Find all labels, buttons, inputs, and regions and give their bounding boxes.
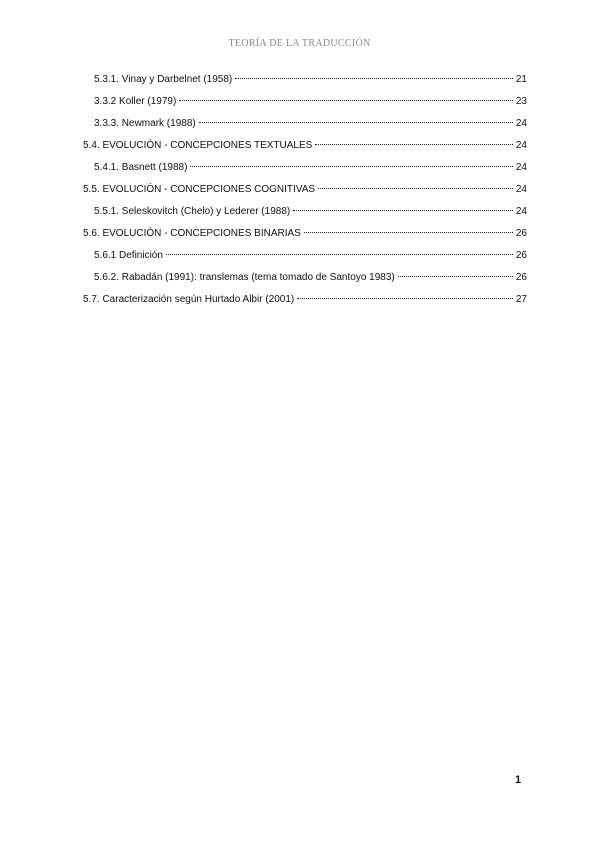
toc-entry-label: 5.5. EVOLUCIÓN - CONCEPCIONES COGNITIVAS [83,184,316,195]
dot-leader [304,232,513,233]
dot-leader [318,188,513,189]
dot-leader [297,298,513,299]
toc-entry-3-3-3[interactable] [94,117,527,131]
toc-entry-label: 5.3.1. Vinay y Darbelnet (1958) [94,74,233,85]
toc-entry-page: 27 [515,294,527,305]
dot-leader [293,210,513,211]
toc-entry-label: 5.4. EVOLUCIÓN - CONCEPCIONES TEXTUALES [83,140,313,151]
toc-entry-label: 5.4.1. Basnett (1988) [94,162,188,173]
dot-leader [166,254,513,255]
toc-entry-label: 5.6.1 Definición [94,250,163,261]
dot-leader [315,144,513,145]
toc-entry-page: 24 [515,162,527,173]
toc-entry-page: 26 [515,228,527,239]
dot-leader [179,100,513,101]
toc-entry-5-7[interactable] [83,293,527,307]
toc-entry-page: 24 [515,206,527,217]
toc-entry-5-5-1[interactable] [94,205,527,219]
toc-entry-label: 5.5.1. Seleskovitch (Chelo) y Lederer (1988) [94,206,291,217]
toc-entry-3-3-2[interactable] [94,95,527,109]
running-header: TEORÍA DE LA TRADUCCIÓN [228,38,371,49]
dot-leader [199,122,513,123]
toc-entry-5-4-1[interactable] [94,161,527,175]
dot-leader [398,276,513,277]
toc-entry-5-3-1[interactable] [94,73,527,87]
toc-entry-label: 5.7. Caracterización según Hurtado Albir (2001) [83,294,295,305]
dot-leader [190,166,513,167]
toc-entry-5-5[interactable] [83,183,527,197]
toc-entry-label: 5.6.2. Rabadán (1991): translemas (tema tomado de Santoyo 1983) [94,272,395,283]
toc-entry-label: 3.3.3. Newmark (1988) [94,118,196,129]
toc-entry-5-4[interactable] [83,139,527,153]
page-number: 1 [515,774,522,786]
toc-entry-5-6[interactable] [83,227,527,241]
toc-entry-page: 24 [515,118,527,129]
toc-entry-5-6-2[interactable] [94,271,527,285]
toc-entry-page: 24 [515,140,527,151]
toc-entry-page: 23 [515,96,527,107]
toc-entry-5-6-1[interactable] [94,249,527,263]
toc-entry-page: 26 [515,272,527,283]
toc-entry-page: 24 [515,184,527,195]
toc-entry-label: 5.6. EVOLUCIÓN - CONCEPCIONES BINARIAS [83,228,301,239]
toc-entry-label: 3.3.2 Koller (1979) [94,96,177,107]
toc-entry-page: 26 [515,250,527,261]
toc-entry-page: 21 [515,74,527,85]
dot-leader [235,78,513,79]
